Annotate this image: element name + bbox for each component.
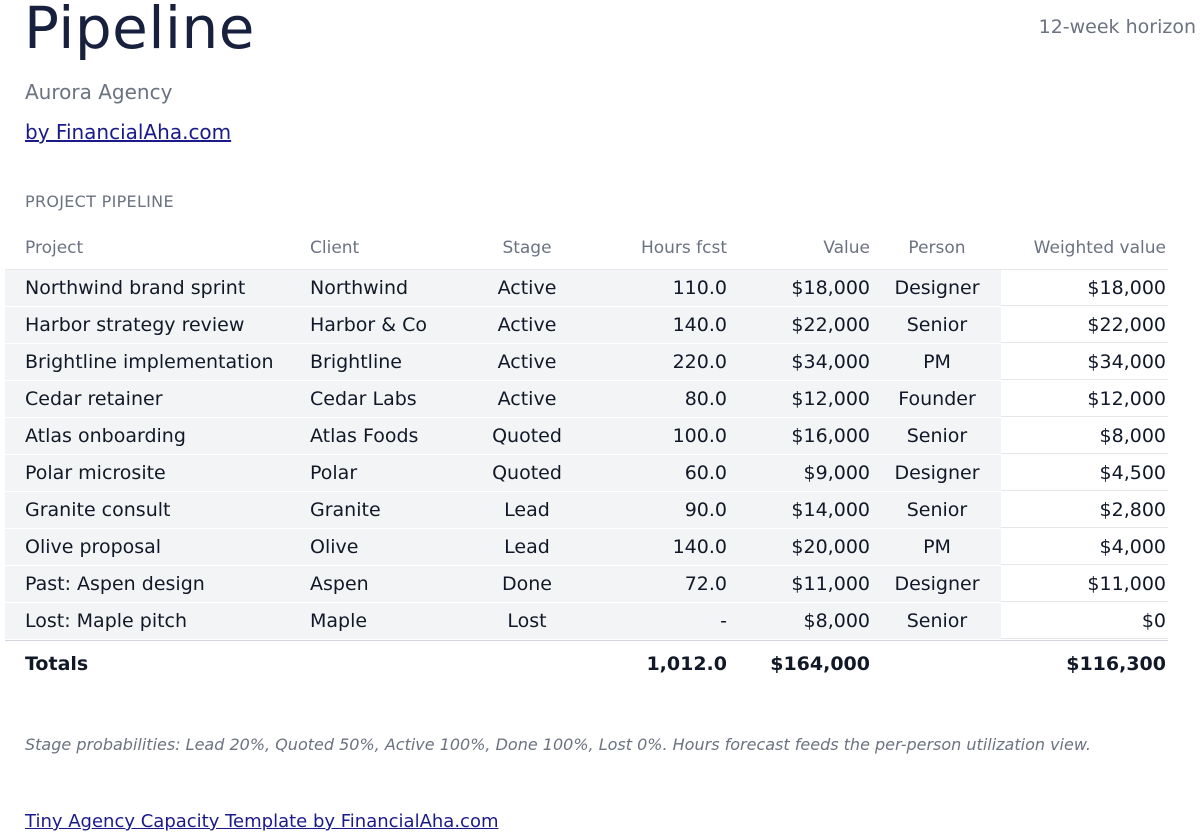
cell-person: Designer <box>894 277 980 299</box>
cell-hours: 100.0 <box>672 425 727 447</box>
cell-person: Senior <box>906 499 968 521</box>
cell-person: Senior <box>906 610 968 632</box>
cell-person: Designer <box>894 573 980 595</box>
cell-stage: Lost <box>507 610 547 632</box>
cell-weighted: $4,500 <box>1099 462 1166 484</box>
cell-client: Polar <box>310 462 358 484</box>
cell-person: Senior <box>906 314 968 336</box>
cell-weighted: $34,000 <box>1087 351 1166 373</box>
table-row <box>5 381 1168 418</box>
cell-client: Cedar Labs <box>310 388 417 410</box>
cell-project: Polar microsite <box>25 462 166 484</box>
cell-person: Senior <box>906 425 968 447</box>
cell-value: $22,000 <box>791 314 870 336</box>
page-title: Pipeline <box>24 0 255 62</box>
section-label: PROJECT PIPELINE <box>25 192 174 211</box>
table-row <box>5 603 1168 640</box>
table-row <box>5 566 1168 603</box>
table-row <box>5 270 1168 307</box>
cell-hours: 110.0 <box>672 277 727 299</box>
cell-value: $20,000 <box>791 536 870 558</box>
table-row <box>5 344 1168 381</box>
cell-value: $34,000 <box>791 351 870 373</box>
cell-stage: Quoted <box>492 462 562 484</box>
cell-hours: 72.0 <box>684 573 727 595</box>
cell-client: Atlas Foods <box>310 425 419 447</box>
cell-stage: Quoted <box>492 425 562 447</box>
cell-weighted: $0 <box>1141 610 1166 632</box>
cell-client: Brightline <box>310 351 402 373</box>
stage-probabilities-note: Stage probabilities: Lead 20%, Quoted 50%, Active 100%, Done 100%, Lost 0%. Hours forecast feeds the per-person utilization view. <box>25 735 1091 754</box>
table-row <box>5 307 1168 344</box>
agency-name: Aurora Agency <box>25 80 173 104</box>
totals-label: Totals <box>25 653 89 675</box>
cell-project: Cedar retainer <box>25 388 163 410</box>
brand-link[interactable]: by FinancialAha.com <box>25 120 232 144</box>
cell-project: Atlas onboarding <box>25 425 186 447</box>
cell-stage: Done <box>502 573 552 595</box>
column-header-hours: Hours fcst <box>640 238 727 258</box>
cell-client: Northwind <box>310 277 409 299</box>
totals-hours: 1,012.0 <box>646 653 727 675</box>
cell-hours: 60.0 <box>684 462 727 484</box>
column-header-client: Client <box>310 238 360 258</box>
cell-hours: - <box>720 610 727 632</box>
cell-project: Brightline implementation <box>25 351 274 373</box>
cell-value: $12,000 <box>791 388 870 410</box>
cell-project: Granite consult <box>25 499 171 521</box>
cell-person: Designer <box>894 462 980 484</box>
cell-project: Northwind brand sprint <box>25 277 246 299</box>
cell-value: $18,000 <box>791 277 870 299</box>
cell-value: $14,000 <box>791 499 870 521</box>
cell-stage: Active <box>497 351 557 373</box>
cell-stage: Lead <box>504 536 550 558</box>
cell-hours: 220.0 <box>672 351 727 373</box>
cell-project: Past: Aspen design <box>25 573 205 595</box>
table-row <box>5 455 1168 492</box>
cell-stage: Lead <box>504 499 550 521</box>
cell-person: PM <box>923 351 951 373</box>
table-row <box>5 529 1168 566</box>
totals-weighted: $116,300 <box>1066 653 1166 675</box>
cell-stage: Active <box>497 314 557 336</box>
cell-weighted: $11,000 <box>1087 573 1166 595</box>
column-header-stage: Stage <box>502 238 552 258</box>
table-row <box>5 492 1168 529</box>
table-row <box>5 418 1168 455</box>
column-header-weighted: Weighted value <box>1033 238 1166 258</box>
cell-value: $11,000 <box>791 573 870 595</box>
cell-person: Founder <box>898 388 976 410</box>
column-header-project: Project <box>25 238 84 258</box>
cell-weighted: $8,000 <box>1099 425 1166 447</box>
cell-weighted: $12,000 <box>1087 388 1166 410</box>
cell-weighted: $22,000 <box>1087 314 1166 336</box>
table-body <box>5 269 1168 641</box>
cell-hours: 140.0 <box>672 314 727 336</box>
column-header-person: Person <box>908 238 966 258</box>
cell-project: Lost: Maple pitch <box>25 610 188 632</box>
totals-value: $164,000 <box>770 653 870 675</box>
cell-weighted: $2,800 <box>1099 499 1166 521</box>
cell-client: Maple <box>310 610 368 632</box>
totals-row <box>5 641 1168 687</box>
cell-value: $16,000 <box>791 425 870 447</box>
cell-hours: 90.0 <box>684 499 727 521</box>
table-header-row <box>5 232 1168 269</box>
cell-weighted: $18,000 <box>1087 277 1166 299</box>
cell-client: Aspen <box>310 573 369 595</box>
horizon-label: 12-week horizon <box>1038 16 1196 38</box>
cell-client: Harbor & Co <box>310 314 428 336</box>
cell-stage: Active <box>497 277 557 299</box>
cell-client: Olive <box>310 536 359 558</box>
footer-link[interactable]: Tiny Agency Capacity Template by FinancialAha.com <box>25 811 499 832</box>
pipeline-table <box>5 232 1168 687</box>
cell-stage: Active <box>497 388 557 410</box>
cell-project: Olive proposal <box>25 536 162 558</box>
cell-value: $8,000 <box>803 610 870 632</box>
cell-weighted: $4,000 <box>1099 536 1166 558</box>
cell-client: Granite <box>310 499 381 521</box>
cell-hours: 80.0 <box>684 388 727 410</box>
cell-hours: 140.0 <box>672 536 727 558</box>
cell-project: Harbor strategy review <box>25 314 245 336</box>
cell-value: $9,000 <box>803 462 870 484</box>
cell-person: PM <box>923 536 951 558</box>
column-header-value: Value <box>823 238 870 258</box>
